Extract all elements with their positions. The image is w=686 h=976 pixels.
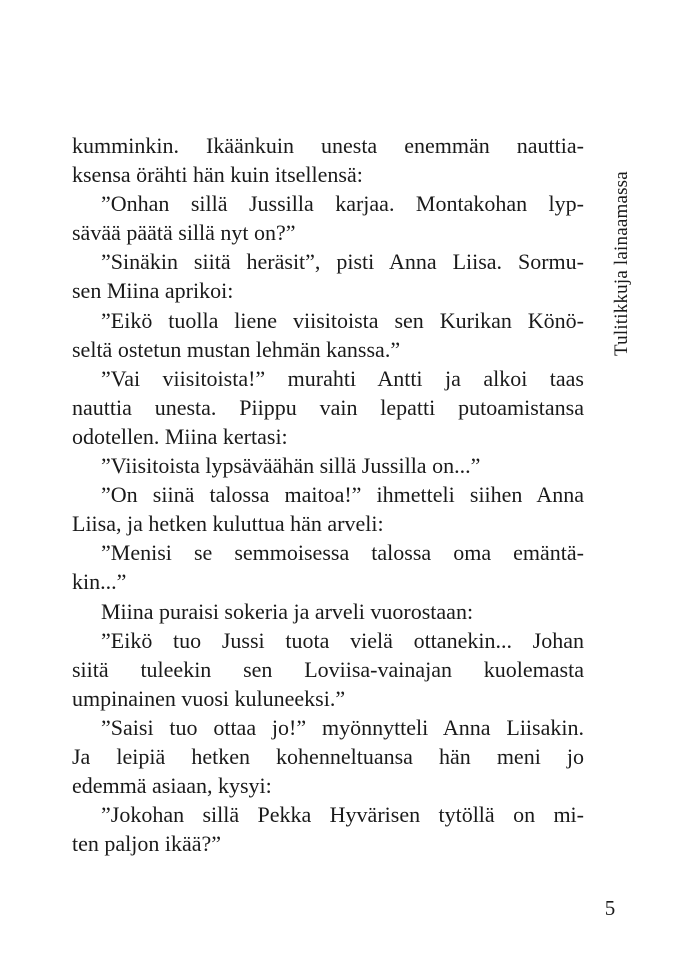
- text-line: ”Vai viisitoista!” murahti Antti ja alkoi taas: [101, 365, 584, 391]
- text-line: Ja leipiä hetken kohenneltuansa hän meni jo: [72, 743, 584, 769]
- text-line: sävää päätä sillä nyt on?”: [72, 220, 296, 246]
- page-number: 5: [604, 896, 616, 920]
- text-line: sen Miina aprikoi:: [72, 278, 234, 304]
- text-line: kin...”: [72, 569, 127, 595]
- text-line: ”Menisi se semmoisessa talossa oma emäntä-: [101, 540, 584, 566]
- text-line: Liisa, ja hetken kuluttua hän arveli:: [72, 511, 384, 537]
- text-line: ”Eikö tuo Jussi tuota vielä ottanekin... Johan: [101, 627, 584, 653]
- text-line: ”Viisitoista lypsäväähän sillä Jussilla on...”: [101, 453, 481, 479]
- text-line: umpinainen vuosi kuluneeksi.”: [72, 685, 346, 711]
- text-line: ”Eikö tuolla liene viisitoista sen Kurikan Könö-: [101, 307, 584, 333]
- text-line: ”Onhan sillä Jussilla karjaa. Montakohan lyp-: [101, 191, 584, 217]
- text-line: ”On siinä talossa maitoa!” ihmetteli siihen Anna: [101, 482, 584, 508]
- text-line: edemmä asiaan, kysyi:: [72, 773, 272, 799]
- text-line: seltä ostetun mustan lehmän kanssa.”: [72, 336, 401, 362]
- text-line: ”Jokohan sillä Pekka Hyvärisen tytöllä on mi-: [101, 802, 584, 828]
- text-line: ”Sinäkin siitä heräsit”, pisti Anna Liisa. Sormu-: [101, 249, 584, 275]
- text-line: siitä tuleekin sen Loviisa-vainajan kuolemasta: [72, 656, 584, 682]
- text-line: odotellen. Miina kertasi:: [72, 423, 288, 449]
- text-line: ksensa örähti hän kuin itsellensä:: [72, 162, 363, 188]
- text-line: ten paljon ikää?”: [72, 831, 222, 857]
- text-line: nauttia unesta. Piippu vain lepatti putoamistansa: [72, 394, 584, 420]
- running-title: Tulitikkuja lainaamassa: [611, 171, 632, 356]
- text-line: kumminkin. Ikäänkuin unesta enemmän nauttia-: [72, 133, 584, 158]
- text-line: Miina puraisi sokeria ja arveli vuorostaan:: [101, 598, 474, 624]
- text-line: ”Saisi tuo ottaa jo!” myönnytteli Anna Liisakin.: [101, 714, 584, 740]
- body-text: [72, 131, 584, 858]
